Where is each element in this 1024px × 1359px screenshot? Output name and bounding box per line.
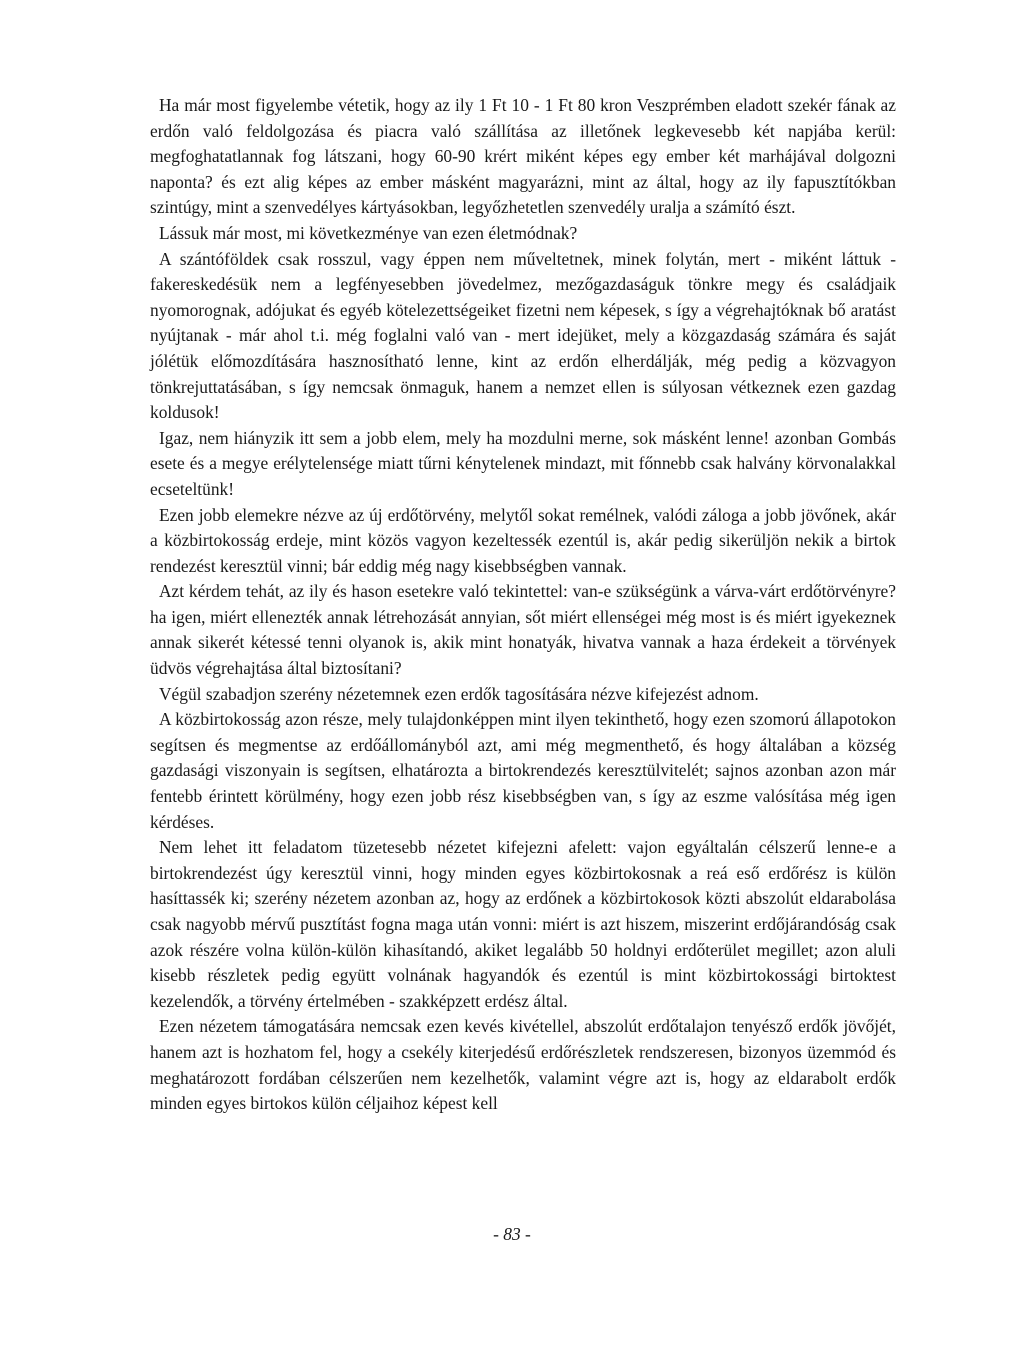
- paragraph: Ha már most figyelembe vétetik, hogy az ily 1 Ft 10 - 1 Ft 80 kron Veszprémben eladott szekér fának az erdőn való feldolgozása és piacra való szállítása az illetőnek legkevesebb két napjába kerül: megfoghatatlannak fog látszani, hogy 60-90 krért miként képes egy ember két marhájával dolgozni naponta? és ezt alig képes az ember másként magyarázni, mint az által, hogy az ily fapusztítókban szintúgy, mint a szenvedélyes kártyásokban, legyőzhetetlen szenvedély uralja a számító észt.: [150, 95, 896, 218]
- paragraph: Ezen nézetem támogatására nemcsak ezen kevés kivétellel, abszolút erdőtalajon tenyésző erdők jövőjét, hanem azt is hozhatom fel, hogy a csekély kiterjedésű erdőrészletek rendszeresen, bizonyos üzemmód és meghatározott fordában célszerűen nem kezelhetők, valamint végre azt is, hogy az eldarabolt erdők minden egyes birtokos külön céljaihoz képest kell: [150, 1016, 896, 1114]
- paragraph: Lássuk már most, mi következménye van ezen életmódnak?: [159, 222, 578, 243]
- page-number: - 83 -: [493, 1224, 531, 1244]
- paragraph: Igaz, nem hiányzik itt sem a jobb elem, mely ha mozdulni merne, sok másként lenne! azonban Gombás esete és a megye erélytelensége miatt tűrni kénytelenek mindazt, mit főnnebb csak halvány körvonalakkal ecseteltünk!: [150, 427, 896, 499]
- paragraph: Nem lehet itt feladatom tüzetesebb nézetet kifejezni afelett: vajon egyáltalán célszerű lenne-e a birtokrendezést úgy keresztül vinni, hogy minden egyes közbirtokosnak a reá eső erdőrész is külön hasíttassék ki; szerény nézetem azonban az, hogy az erdőnek a közbirtokosok közti abszolút eldarabolása csak nagyobb mérvű pusztítást fogna maga után vonni: miért is azt hiszem, miszerint erdőjárandóság csak azok részére volna külön-külön kihasítandó, akiket legalább 50 holdnyi erdőterület megillet; azon aluli kisebb részletek pedig együtt volnának hagyandók és ezentúl is mint közbirtokossági birtoktest kezelendők, a törvény értelmében - szakképzett erdész által.: [150, 837, 896, 1011]
- paragraph: A közbirtokosság azon része, mely tulajdonképpen mint ilyen tekinthető, hogy ezen szomorú állapotokon segítsen és megmentse az erdőállományból azt, ami még megmenthető, és hogy általában a község gazdasági viszonyain is segítsen, elhatározta a birtokrendezés keresztülvitelét; sajnos azonban azon már fentebb érintett körülmény, hogy ezen jobb rész kisebbségben van, s így az eszme valósítása még igen kérdéses.: [150, 709, 896, 832]
- document-body: [150, 93, 896, 1117]
- paragraph: Ezen jobb elemekre nézve az új erdőtörvény, melytől sokat remélnek, valódi záloga a jobb jövőnek, akár a közbirtokosság erdeje, mint közös vagyon kezeltessék ezentúl is, akár pedig sikerüljön nekik a birtok rendezést keresztül vinni; bár eddig még nagy kisebbségben vannak.: [150, 504, 896, 576]
- paragraph: Végül szabadjon szerény nézetemnek ezen erdők tagosítására nézve kifejezést adnom.: [159, 683, 759, 704]
- paragraph: Azt kérdem tehát, az ily és hason esetekre való tekintettel: van-e szükségünk a várva-várt erdőtörvényre? ha igen, miért ellenezték annak létrehozását annyian, sőt miért ellenségei még most is és miért igyekeznek annak sikerét kétessé tenni olyanok is, akik mint honatyák, hivatva vannak a haza érdekeit a törvények üdvös végrehajtása által biztosítani?: [150, 581, 896, 679]
- paragraph: A szántóföldek csak rosszul, vagy éppen nem műveltetnek, minek folytán, mert - miként láttuk - fakereskedésük nem a legfényesebben jövedelmez, mezőgazdaságuk tönkre megy és családjaik nyomorognak, adójukat és egyéb kötelezettségeiket fizetni nem képesek, s így a végrehajtóknak bő aratást nyújtanak - már ahol t.i. még foglalni való van - mert idejüket, mely a közgazdaság számára és saját jólétük előmozdítására hasznosítható lenne, kint az erdőn elherdálják, még pedig a közvagyon tönkrejuttatásában, s így nemcsak önmaguk, hanem a nemzet ellen is súlyosan vétkeznek ezen gazdag koldusok!: [150, 248, 896, 423]
